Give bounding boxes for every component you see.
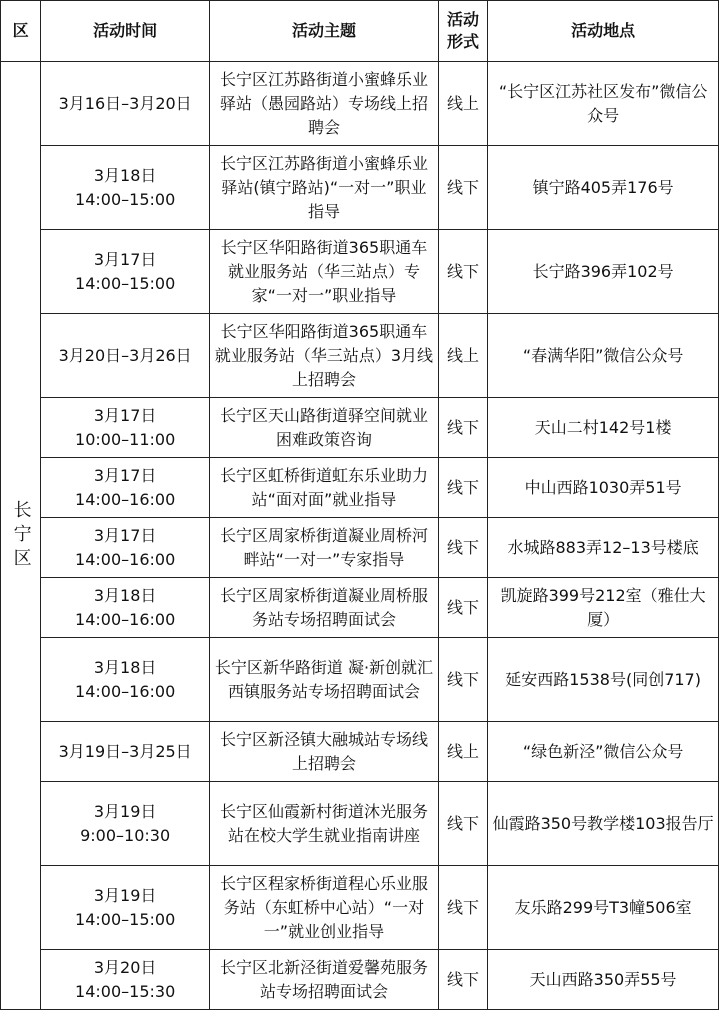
topic-cell: 长宁区程家桥街道程心乐业服务站（东虹桥中心站）“一对一”就业创业指导 bbox=[210, 866, 439, 950]
topic-cell: 长宁区虹桥街道虹东乐业助力站“面对面”就业指导 bbox=[210, 458, 439, 518]
time-cell: 3月20日–3月26日 bbox=[41, 314, 210, 398]
time-cell: 3月20日 14:00–15:30 bbox=[41, 950, 210, 1010]
time-cell: 3月18日 14:00–16:00 bbox=[41, 638, 210, 722]
time-cell: 3月19日–3月25日 bbox=[41, 722, 210, 782]
topic-cell: 长宁区华阳路街道365职通车就业服务站（华三站点）3月线上招聘会 bbox=[210, 314, 439, 398]
header-location: 活动地点 bbox=[488, 1, 719, 62]
location-cell: 水城路883弄12–13号楼底 bbox=[488, 518, 719, 578]
time-cell: 3月19日 14:00–15:00 bbox=[41, 866, 210, 950]
topic-cell: 长宁区周家桥街道凝业周桥河畔站“一对一”专家指导 bbox=[210, 518, 439, 578]
table-row bbox=[1, 398, 719, 458]
table-row bbox=[1, 722, 719, 782]
topic-cell: 长宁区江苏路街道小蜜蜂乐业驿站（愚园路站）专场线上招聘会 bbox=[210, 62, 439, 146]
topic-cell: 长宁区新华路街道 凝·新创就汇西镇服务站专场招聘面试会 bbox=[210, 638, 439, 722]
topic-cell: 长宁区华阳路街道365职通车就业服务站（华三站点）专家“一对一”职业指导 bbox=[210, 230, 439, 314]
location-cell: 长宁路396弄102号 bbox=[488, 230, 719, 314]
header-topic: 活动主题 bbox=[210, 1, 439, 62]
form-cell: 线下 bbox=[438, 398, 487, 458]
table-body bbox=[1, 62, 719, 1010]
location-cell: “春满华阳”微信公众号 bbox=[488, 314, 719, 398]
table-row bbox=[1, 950, 719, 1010]
district-label: 长宁区 bbox=[10, 499, 32, 572]
header-row bbox=[1, 1, 719, 62]
location-cell: 延安西路1538号(同创717) bbox=[488, 638, 719, 722]
location-cell: 仙霞路350号教学楼103报告厅 bbox=[488, 782, 719, 866]
form-cell: 线下 bbox=[438, 458, 487, 518]
location-cell: 天山二村142号1楼 bbox=[488, 398, 719, 458]
table-row bbox=[1, 638, 719, 722]
form-cell: 线下 bbox=[438, 782, 487, 866]
topic-cell: 长宁区周家桥街道凝业周桥服务站专场招聘面试会 bbox=[210, 578, 439, 638]
location-cell: 友乐路299号T3幢506室 bbox=[488, 866, 719, 950]
table-row bbox=[1, 782, 719, 866]
form-cell: 线下 bbox=[438, 866, 487, 950]
location-cell: 镇宁路405弄176号 bbox=[488, 146, 719, 230]
table-row bbox=[1, 146, 719, 230]
header-time: 活动时间 bbox=[41, 1, 210, 62]
location-cell: “长宁区江苏社区发布”微信公众号 bbox=[488, 62, 719, 146]
table-row bbox=[1, 866, 719, 950]
table-row bbox=[1, 458, 719, 518]
form-cell: 线下 bbox=[438, 146, 487, 230]
table-row bbox=[1, 314, 719, 398]
form-cell: 线下 bbox=[438, 638, 487, 722]
location-cell: 凯旋路399号212室（雅仕大厦） bbox=[488, 578, 719, 638]
time-cell: 3月17日 10:00–11:00 bbox=[41, 398, 210, 458]
time-cell: 3月18日 14:00–15:00 bbox=[41, 146, 210, 230]
topic-cell: 长宁区仙霞新村街道沐光服务站在校大学生就业指南讲座 bbox=[210, 782, 439, 866]
topic-cell: 长宁区江苏路街道小蜜蜂乐业驿站(镇宁路站)“一对一”职业指导 bbox=[210, 146, 439, 230]
time-cell: 3月16日–3月20日 bbox=[41, 62, 210, 146]
table-row bbox=[1, 518, 719, 578]
location-cell: “绿色新泾”微信公众号 bbox=[488, 722, 719, 782]
district-cell bbox=[1, 62, 41, 1010]
form-cell: 线下 bbox=[438, 230, 487, 314]
table-row bbox=[1, 62, 719, 146]
form-cell: 线上 bbox=[438, 722, 487, 782]
table-row bbox=[1, 230, 719, 314]
table-row bbox=[1, 578, 719, 638]
topic-cell: 长宁区北新泾街道爱馨苑服务站专场招聘面试会 bbox=[210, 950, 439, 1010]
time-cell: 3月18日 14:00–16:00 bbox=[41, 578, 210, 638]
form-cell: 线下 bbox=[438, 950, 487, 1010]
time-cell: 3月19日 9:00–10:30 bbox=[41, 782, 210, 866]
form-cell: 线上 bbox=[438, 314, 487, 398]
location-cell: 中山西路1030弄51号 bbox=[488, 458, 719, 518]
form-cell: 线下 bbox=[438, 518, 487, 578]
form-cell: 线下 bbox=[438, 578, 487, 638]
time-cell: 3月17日 14:00–15:00 bbox=[41, 230, 210, 314]
header-form: 活动 形式 bbox=[438, 1, 487, 62]
topic-cell: 长宁区新泾镇大融城站专场线上招聘会 bbox=[210, 722, 439, 782]
time-cell: 3月17日 14:00–16:00 bbox=[41, 458, 210, 518]
header-district: 区 bbox=[1, 1, 41, 62]
location-cell: 天山西路350弄55号 bbox=[488, 950, 719, 1010]
form-cell: 线上 bbox=[438, 62, 487, 146]
topic-cell: 长宁区天山路街道驿空间就业困难政策咨询 bbox=[210, 398, 439, 458]
time-cell: 3月17日 14:00–16:00 bbox=[41, 518, 210, 578]
